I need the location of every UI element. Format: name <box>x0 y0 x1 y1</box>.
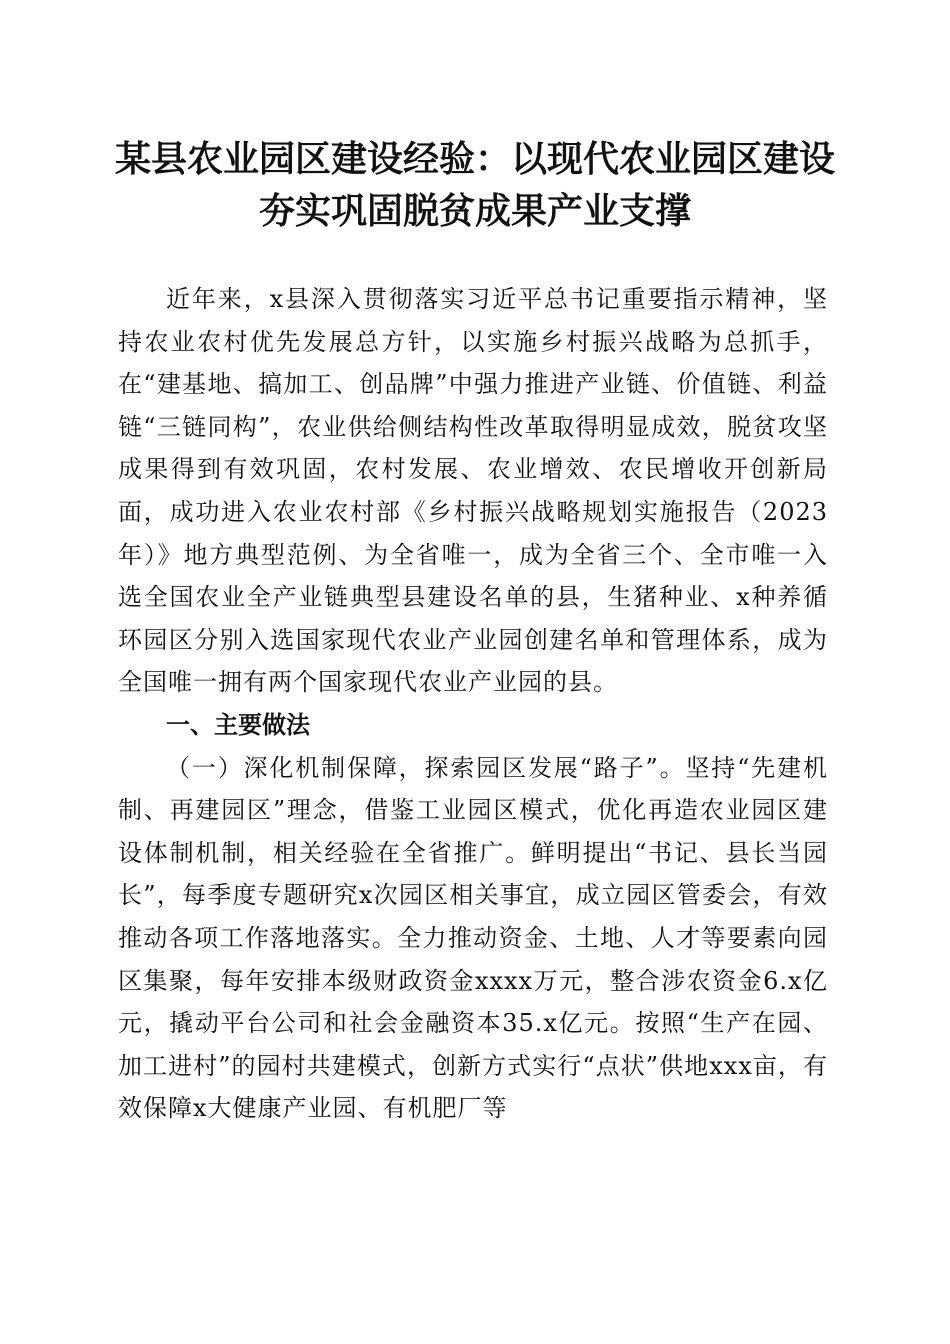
section-paragraph-mechanism: （一）深化机制保障，探索园区发展“路子”。坚持“先建机制、再建园区”理念，借鉴工业园区模式，优化再造农业园区建设体制机制，相关经验在全省推广。鲜明提出“书记、县长当园长”，每季度专题研究x次园区相关事宜，成立园区管委会，有效推动各项工作落地落实。全力推动资金、土地、人才等要素向园区集聚，每年安排本级财政资金xxxx万元，整合涉农资金6.x亿元，撬动平台公司和社会金融资本35.x亿元。按照“生产在园、加工进村”的园村共建模式，创新方式实行“点状”供地xxx亩，有效保障x大健康产业园、有机肥厂等 <box>118 753 828 1123</box>
document-title-line-1: 某县农业园区建设经验：以现代农业园区建设 <box>114 138 835 180</box>
section-heading-main-practices: 一、主要做法 <box>166 710 310 739</box>
document-body <box>118 278 828 1130</box>
intro-paragraph: 近年来，x县深入贯彻落实习近平总书记重要指示精神，坚持农业农村优先发展总方针，以实施乡村振兴战略为总抓手，在“建基地、搞加工、创品牌”中强力推进产业链、价值链、利益链“三链同构”，农业供给侧结构性改革取得明显成效，脱贫攻坚成果得到有效巩固，农村发展、农业增效、农民增收开创新局面，成功进入农业农村部《乡村振兴战略规划实施报告（2023年）》地方典型范例、为全省唯一，成为全省三个、全市唯一入选全国农业全产业链典型县建设名单的县，生猪种业、x种养循环园区分别入选国家现代农业产业园创建名单和管理体系，成为全国唯一拥有两个国家现代农业产业园的县。 <box>118 285 828 697</box>
document-title-line-2: 夯实巩固脱贫成果产业支撑 <box>258 190 691 232</box>
